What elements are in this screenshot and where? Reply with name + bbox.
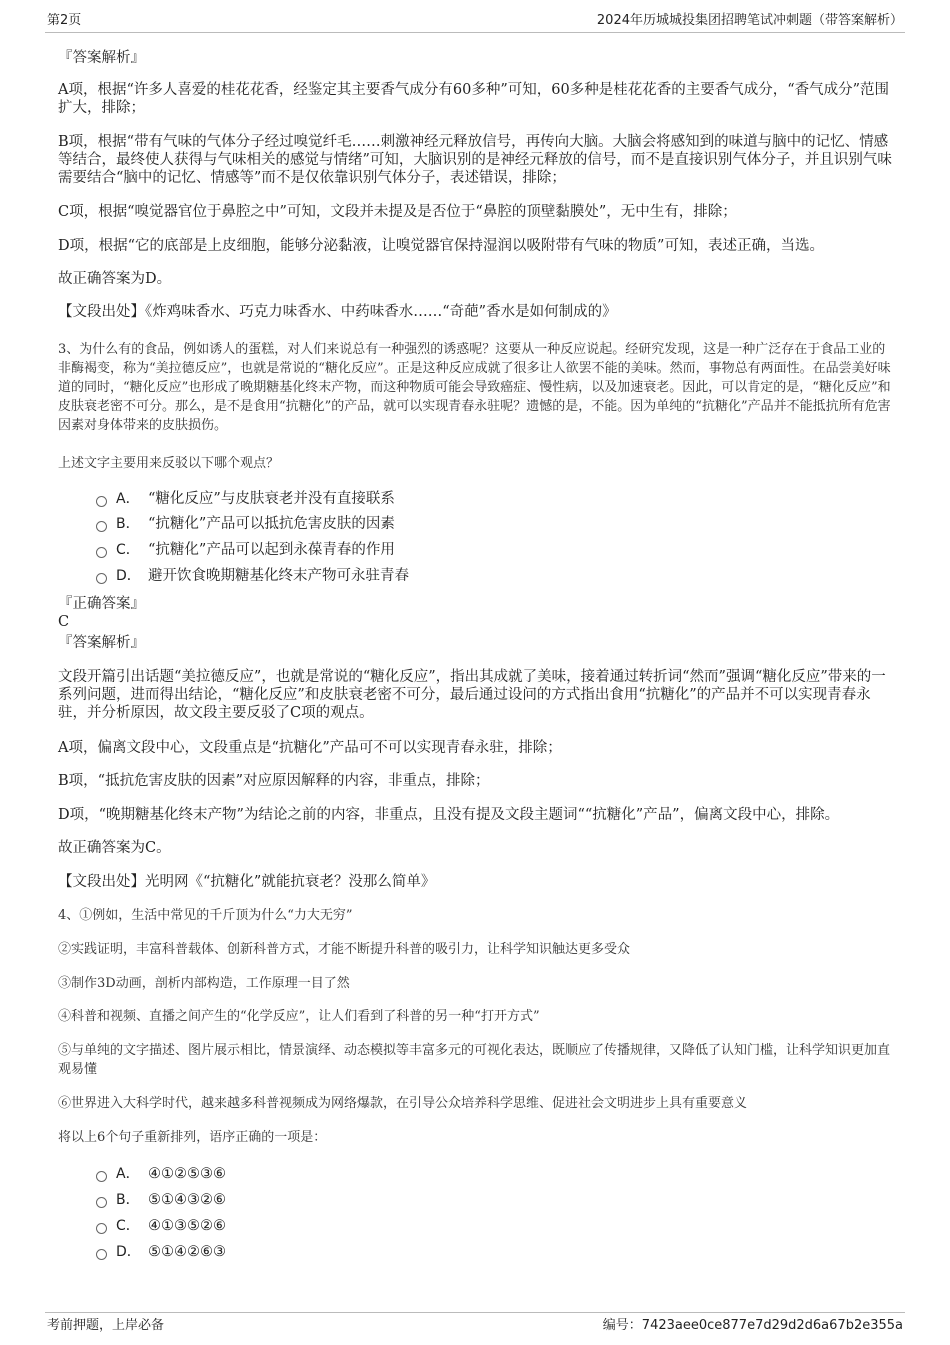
page-number: 第2页	[47, 13, 82, 28]
option-letter: C．	[116, 542, 140, 558]
option-letter: D．	[116, 1244, 141, 1260]
radio-button[interactable]	[96, 521, 107, 532]
q4-sentence-1: 4、①例如，生活中常见的千斤顶为什么“力大无穷”	[58, 908, 353, 923]
radio-button[interactable]	[96, 1223, 107, 1234]
q2-analysis-d: D项，根据“它的底部是上皮细胞，能够分泌黏液，让嗅觉器官保持湿润以吸附带有气味的物质”可知，表述正确，当选。	[58, 238, 824, 254]
q3-answer-heading: 『正确答案』	[58, 596, 145, 612]
q2-source: 【文段出处】《炸鸡味香水、巧克力味香水、中药味香水……“奇葩”香水是如何制成的》	[58, 304, 617, 320]
q4-sentence-2: ②实践证明，丰富科普载体、创新科普方式，才能不断提升科普的吸引力，让科学知识触达更多受众	[58, 942, 631, 957]
q3-analysis-main: 文段开篇引出话题“美拉德反应”，也就是常说的“糖化反应”，指出其成就了美味，接着通过转折词“然而”强调“糖化反应”带来的一系列问题，进而得出结论，“糖化反应”和皮肤衰老密不可分，最后通过设问的方式指出食用“抗糖化”的产品并不可以实现青春永驻，并分析原因，故文段主要反驳了C项的观点。	[58, 669, 886, 721]
q2-conclusion: 故正确答案为D。	[58, 271, 172, 287]
q4-sentence-3: ③制作3D动画，剖析内部构造，工作原理一目了然	[58, 976, 350, 991]
page-footer	[45, 1312, 905, 1343]
page-header	[45, 10, 905, 33]
q3-analysis-heading: 『答案解析』	[58, 635, 145, 651]
q2-analysis-a: A项，根据“许多人喜爱的桂花花香，经鉴定其主要香气成分有60多种”可知，60多种是桂花花香的主要香气成分，“香气成分”范围扩大，排除；	[58, 82, 890, 116]
footer-serial: 编号：7423aee0ce877e7d29d2d6a67b2e355a	[602, 1318, 903, 1333]
radio-button[interactable]	[96, 573, 107, 584]
option-letter: B．	[116, 1192, 140, 1208]
option-letter: B．	[116, 516, 140, 532]
q3-option-b[interactable]	[96, 515, 395, 533]
option-text: 避开饮食晚期糖基化终末产物可永驻青春	[148, 568, 409, 584]
q3-question-text: 3、为什么有的食品，例如诱人的蛋糕，对人们来说总有一种强烈的诱惑呢？这要从一种反应说起。经研究发现，这是一种广泛存在于食品工业的非酶褐变，称为“美拉德反应”，也就是常说的“糖化反应”。正是这种反应成就了很多让人欲罢不能的美味。然而，事物总有两面性。在品尝美好味道的同时，“糖化反应”也形成了晚期糖基化终末产物，而这种物质可能会导致癌症、慢性病，以及加速衰老。因此，可以肯定的是，“糖化反应”和皮肤衰老密不可分。那么，是不是食用“抗糖化”的产品，就可以实现青春永驻呢？遗憾的是，不能。因为单纯的“抗糖化”产品并不能抵抗所有危害因素对身体带来的皮肤损伤。	[58, 342, 891, 433]
q3-source: 【文段出处】光明网《“抗糖化”就能抗衰老？没那么简单》	[58, 874, 436, 890]
q3-option-d[interactable]	[96, 567, 409, 585]
option-text: “抗糖化”产品可以抵抗危害皮肤的因素	[148, 516, 395, 532]
q4-sentence-6: ⑥世界进入大科学时代，越来越多科普视频成为网络爆款，在引导公众培养科学思维、促进社会文明进步上具有重要意义	[58, 1096, 748, 1111]
q4-option-b[interactable]	[96, 1191, 226, 1209]
option-letter: D．	[116, 568, 141, 584]
q3-answer: C	[58, 614, 70, 630]
q3-analysis-a: A项，偏离文段中心，文段重点是“抗糖化”产品可不可以实现青春永驻，排除；	[58, 740, 562, 756]
radio-button[interactable]	[96, 1249, 107, 1260]
option-letter: A．	[116, 491, 140, 507]
footer-slogan: 考前押题，上岸必备	[47, 1318, 165, 1333]
q3-option-a[interactable]	[96, 490, 395, 508]
q3-analysis-b: B项，“抵抗危害皮肤的因素”对应原因解释的内容，非重点，排除；	[58, 773, 490, 789]
q4-option-a[interactable]	[96, 1165, 226, 1183]
q4-option-c[interactable]	[96, 1217, 226, 1235]
option-text: ④①③⑤②⑥	[148, 1218, 226, 1234]
option-text: ⑤①④②⑥③	[148, 1244, 226, 1260]
q3-conclusion: 故正确答案为C。	[58, 840, 171, 856]
option-text: ⑤①④③②⑥	[148, 1192, 226, 1208]
option-letter: C．	[116, 1218, 140, 1234]
document-title: 2024年历城城投集团招聘笔试冲刺题（带答案解析）	[596, 13, 903, 28]
radio-button[interactable]	[96, 1171, 107, 1182]
option-text: “抗糖化”产品可以起到永葆青春的作用	[148, 542, 395, 558]
q4-prompt: 将以上6个句子重新排列，语序正确的一项是：	[58, 1130, 327, 1145]
q4-option-d[interactable]	[96, 1243, 226, 1261]
q4-sentence-4: ④科普和视频、直播之间产生的“化学反应”，让人们看到了科普的另一种“打开方式”	[58, 1009, 540, 1024]
option-text: “糖化反应”与皮肤衰老并没有直接联系	[148, 491, 395, 507]
q2-analysis-c: C项，根据“嗅觉器官位于鼻腔之中”可知，文段并未提及是否位于“鼻腔的顶壁黏膜处”，无中生有，排除；	[58, 204, 737, 220]
q2-analysis-b: B项，根据“带有气味的气体分子经过嗅觉纤毛……刺激神经元释放信号，再传向大脑。大脑会将感知到的味道与脑中的记忆、情感等结合，最终使人获得与气味相关的感觉与情绪”可知，大脑识别的是神经元释放的信号，而不是直接识别气体分子，并且识别气味需要结合“脑中的记忆、情感等”而不是仅依靠识别气体分子，表述错误，排除；	[58, 134, 892, 186]
radio-button[interactable]	[96, 1197, 107, 1208]
q4-sentence-5: ⑤与单纯的文字描述、图片展示相比，情景演绎、动态模拟等丰富多元的可视化表达，既顺应了传播规律，又降低了认知门槛，让科学知识更加直观易懂	[58, 1043, 891, 1077]
q3-prompt: 上述文字主要用来反驳以下哪个观点？	[58, 456, 280, 471]
q3-analysis-d: D项，“晚期糖基化终末产物”为结论之前的内容，非重点，且没有提及文段主题词““抗糖化”产品”，偏离文段中心，排除。	[58, 807, 840, 823]
option-letter: A．	[116, 1166, 140, 1182]
q3-option-c[interactable]	[96, 541, 395, 559]
radio-button[interactable]	[96, 496, 107, 507]
option-text: ④①②⑤③⑥	[148, 1166, 226, 1182]
q2-analysis-heading: 『答案解析』	[58, 50, 145, 66]
radio-button[interactable]	[96, 547, 107, 558]
